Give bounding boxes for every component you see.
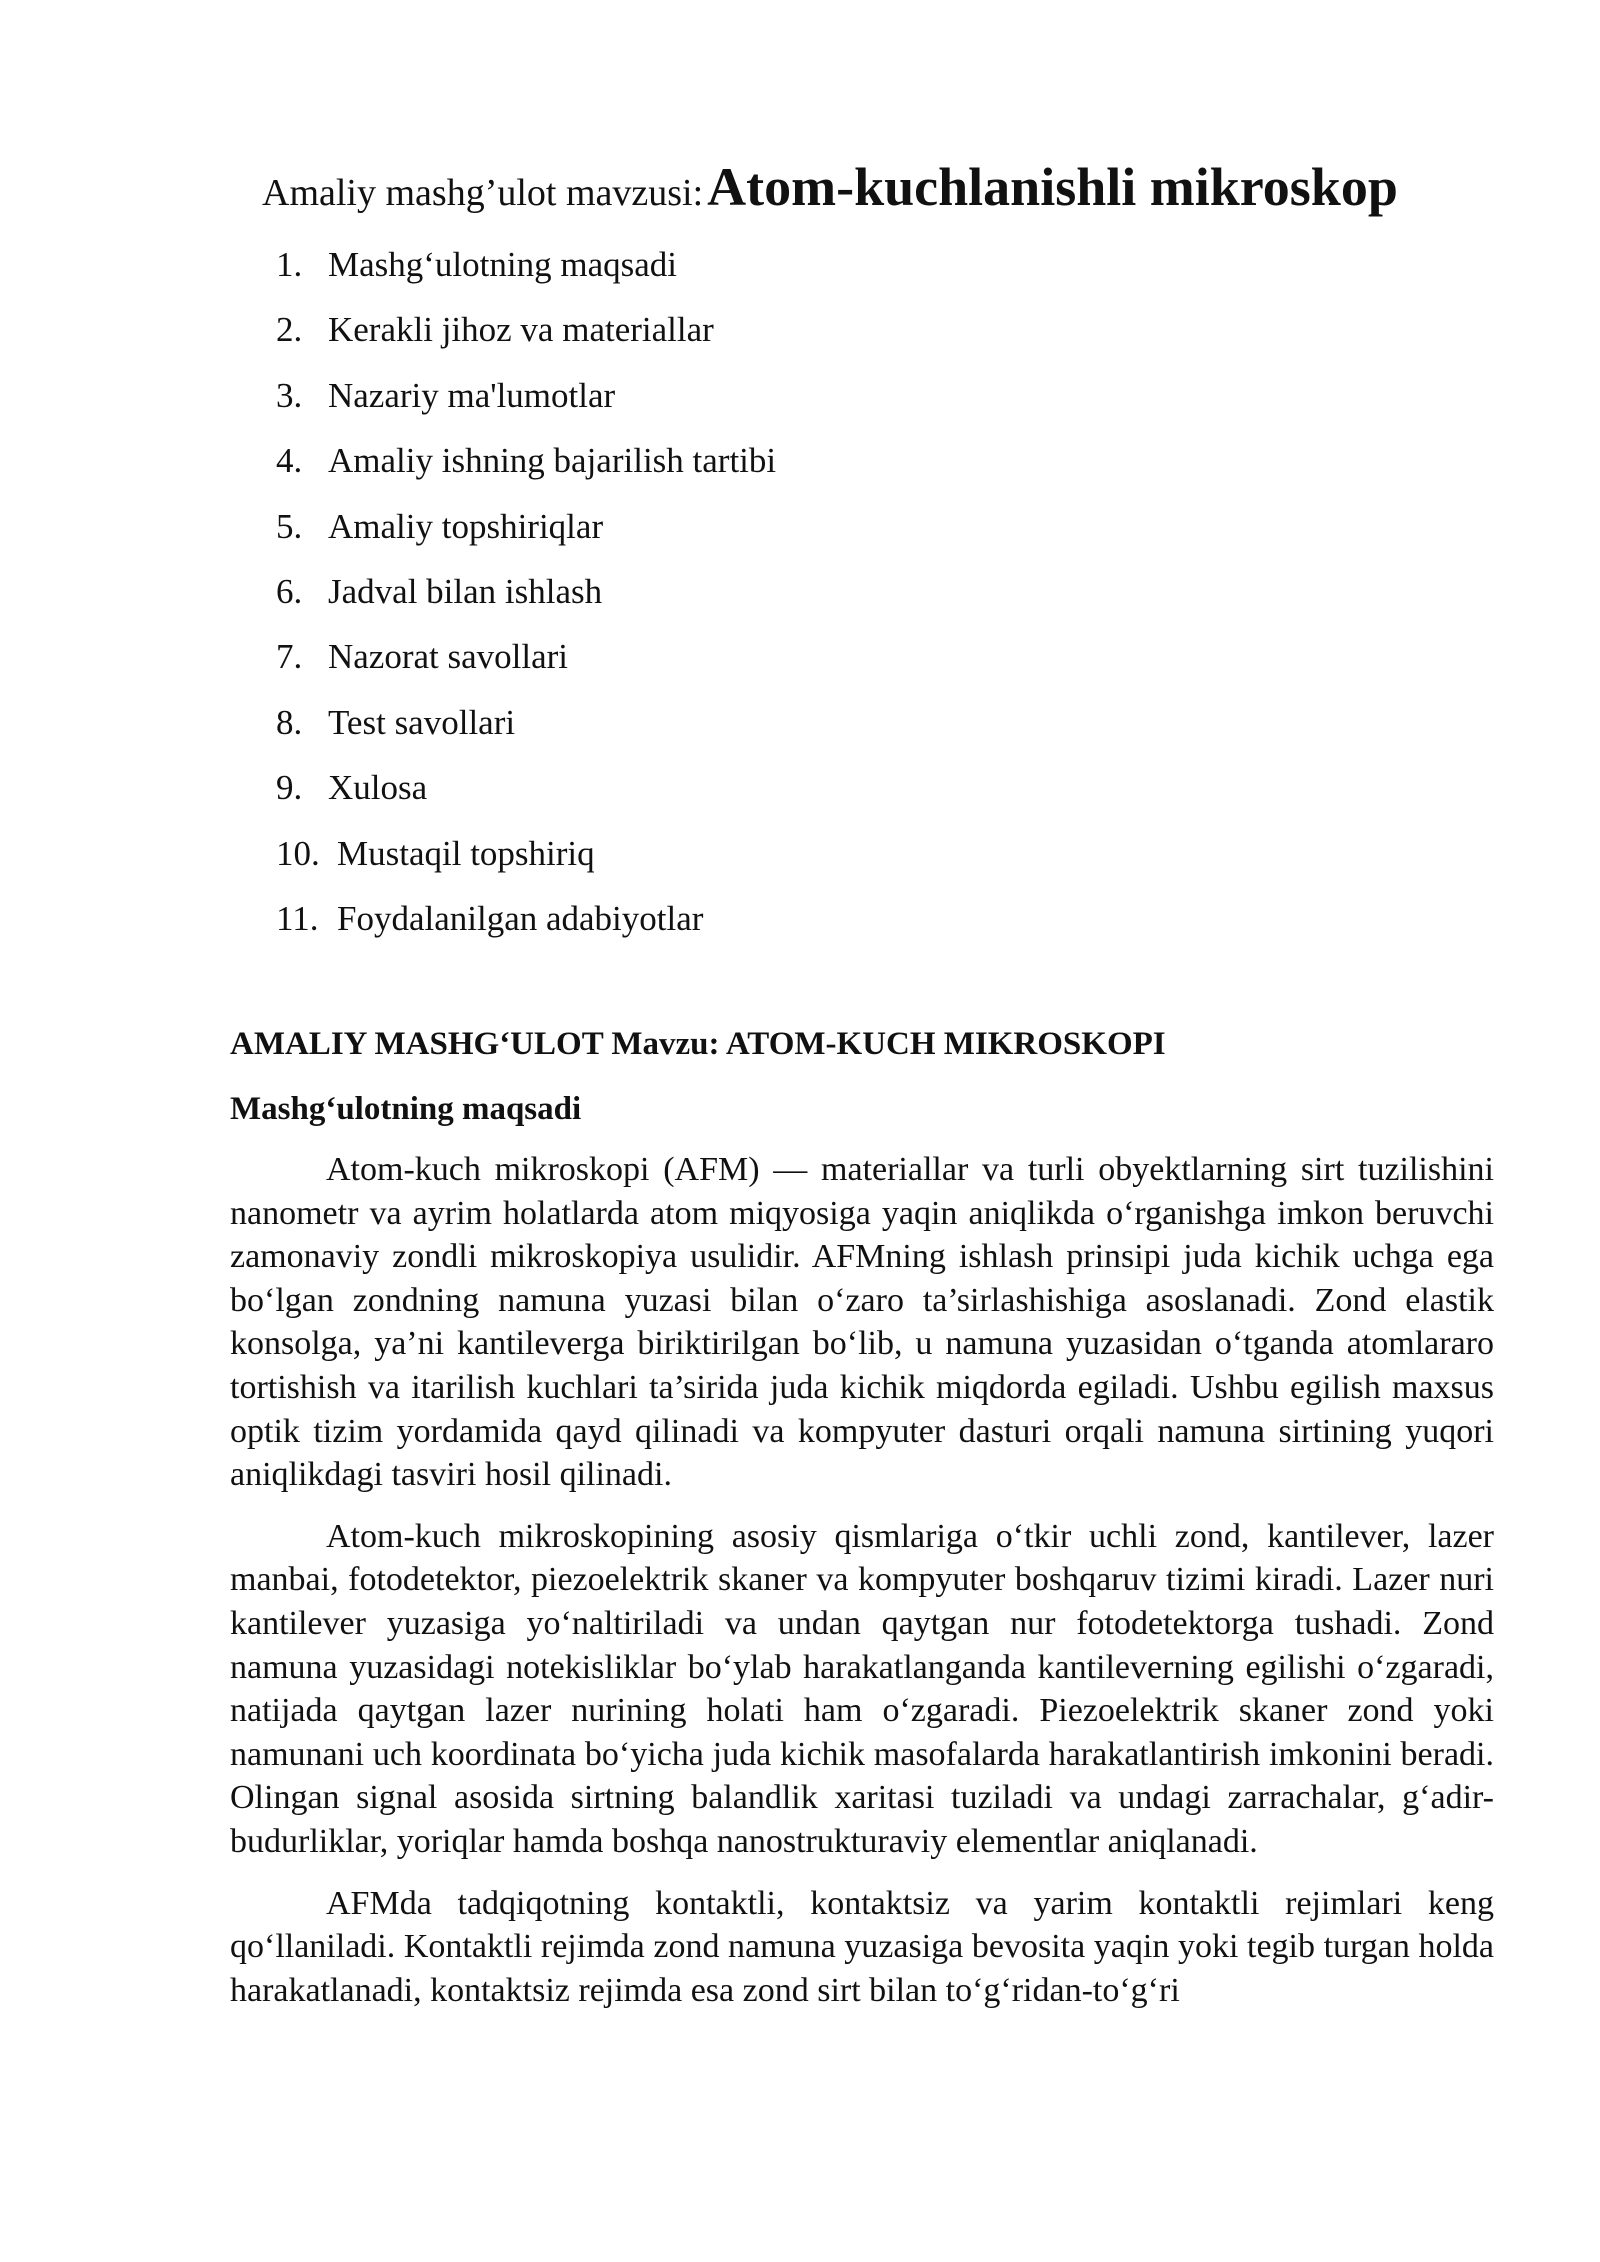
section-heading: AMALIY MASHG‘ULOT Mavzu: ATOM-KUCH MIKROSKOPI bbox=[230, 1026, 1166, 1062]
toc-item-label: Amaliy ishning bajarilish tartibi bbox=[328, 441, 777, 481]
toc-item-number: 4. bbox=[276, 441, 303, 481]
toc-item bbox=[276, 297, 776, 362]
toc-item-number: 10. bbox=[276, 833, 320, 873]
body-paragraph: AFMda tadqiqotning kontaktli, kontaktsiz va yarim kontaktli rejimlari keng qo‘llaniladi. Kontaktli rejimda zond namuna yuzasiga bevosita yaqin yoki tegib turgan holda harakatlanadi, kontaktsiz rejimda esa zond sirt bilan to‘g‘ridan-to‘g‘ri bbox=[230, 1884, 1494, 2009]
title-topic: Atom-kuchlanishli mikroskop bbox=[707, 157, 1398, 217]
toc-item-number: 8. bbox=[276, 702, 303, 742]
toc-item-number: 11. bbox=[276, 898, 319, 938]
toc-item bbox=[276, 624, 776, 689]
toc-item bbox=[276, 494, 776, 559]
body-paragraph: Atom-kuch mikroskopi (AFM) — materiallar va turli obyektlarning sirt tuzilishini nanometr va ayrim holatlarda atom miqyosiga yaqin aniqlikda o‘rganishga imkon beruvchi zamonaviy zondli mikroskopiya usulidir. AFMning ishlash prinsipi juda kichik uchga ega bo‘lgan zondning namuna yuzasi bilan o‘zaro ta’sirlashishiga asoslanadi. Zond elastik konsolga, ya’ni kantileverga biriktirilgan bo‘lib, u namuna yuzasidan o‘tganda atomlararo tortishish va itarilish kuchlari ta’sirida juda kichik miqdorda egiladi. Ushbu egilish maxsus optik tizim yordamida qayd qilinadi va kompyuter dasturi orqali namuna sirtining yuqori aniqlikdagi tasviri hosil qilinadi. bbox=[230, 1151, 1494, 1494]
toc-item bbox=[276, 559, 776, 624]
toc-item bbox=[276, 821, 776, 886]
title-prefix: Amaliy mashg’ulot mavzusi: bbox=[262, 172, 704, 214]
body-text bbox=[230, 1148, 1494, 2030]
toc-item-label: Nazorat savollari bbox=[328, 637, 569, 677]
toc-item bbox=[276, 232, 776, 297]
toc-item-label: Jadval bilan ishlash bbox=[328, 571, 603, 611]
toc-item bbox=[276, 755, 776, 820]
toc-item-number: 7. bbox=[276, 637, 303, 677]
toc-item-number: 5. bbox=[276, 506, 303, 546]
section-subheading: Mashg‘ulotning maqsadi bbox=[230, 1091, 582, 1127]
toc-item bbox=[276, 428, 776, 493]
toc-item-label: Amaliy topshiriqlar bbox=[328, 506, 604, 546]
toc-item bbox=[276, 363, 776, 428]
toc-item bbox=[276, 886, 776, 951]
toc-item-label: Test savollari bbox=[328, 702, 516, 742]
toc-item-number: 2. bbox=[276, 310, 303, 350]
toc-item-label: Kerakli jihoz va materiallar bbox=[328, 310, 714, 350]
toc-item bbox=[276, 690, 776, 755]
toc-item-number: 3. bbox=[276, 375, 303, 415]
document-title bbox=[262, 152, 1562, 236]
toc-item-label: Mashg‘ulotning maqsadi bbox=[328, 245, 677, 284]
toc-item-label: Mustaqil topshiriq bbox=[337, 833, 595, 873]
table-of-contents bbox=[276, 232, 776, 951]
toc-item-number: 9. bbox=[276, 768, 303, 808]
toc-item-number: 1. bbox=[276, 245, 303, 284]
toc-item-label: Xulosa bbox=[328, 768, 428, 808]
toc-item-label: Foydalanilgan adabiyotlar bbox=[337, 898, 704, 938]
body-paragraph: Atom-kuch mikroskopining asosiy qismlariga o‘tkir uchli zond, kantilever, lazer manbai, fotodetektor, piezoelektrik skaner va kompyuter boshqaruv tizimi kiradi. Lazer nuri kantilever yuzasiga yo‘naltiriladi va undan qaytgan nur fotodetektorga tushadi. Zond namuna yuzasidagi notekisliklar bo‘ylab harakatlanganda kantileverning egilishi o‘zgaradi, natijada qaytgan lazer nurining holati ham o‘zgaradi. Piezoelektrik skaner zond yoki namunani uch koordinata bo‘yicha juda kichik masofalarda harakatlantirish imkonini beradi. Olingan signal asosida sirtning balandlik xaritasi tuziladi va undagi zarrachalar, g‘adir-budurliklar, yoriqlar hamda boshqa nanostrukturaviy elementlar aniqlanadi. bbox=[230, 1517, 1494, 1860]
toc-item-number: 6. bbox=[276, 571, 303, 611]
toc-item-label: Nazariy ma'lumotlar bbox=[328, 375, 616, 415]
